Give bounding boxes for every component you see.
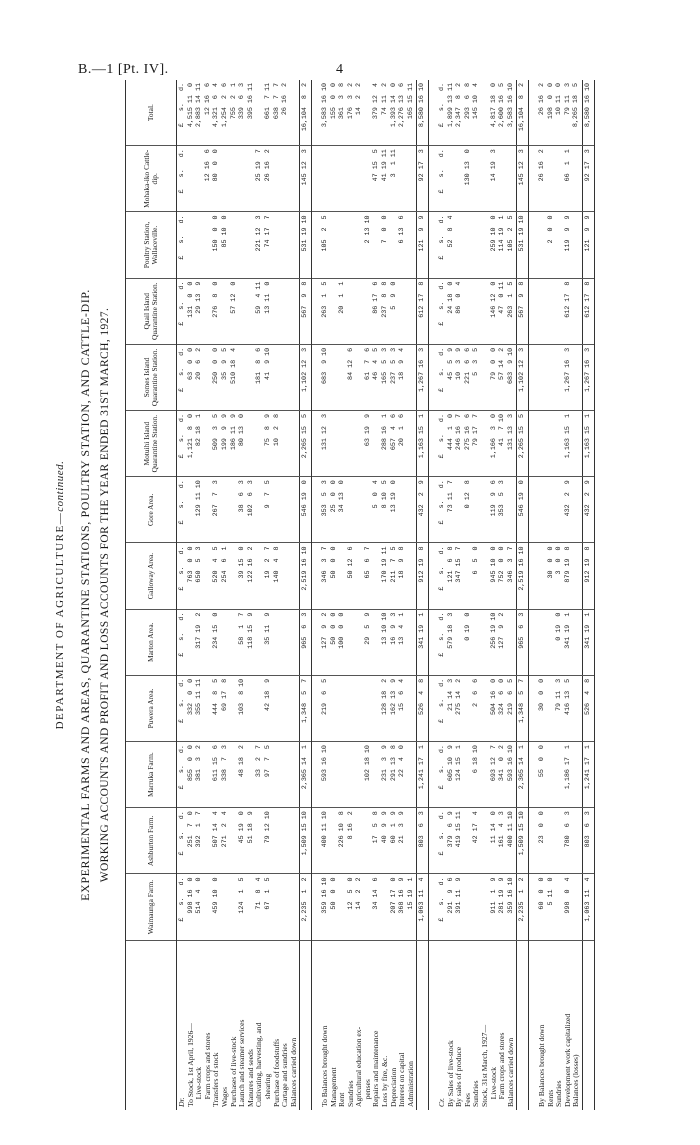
- cell: £ s. d. 45 5 9 10 3 9 221 6 6 5 3 5 79 0 0 57 14 2 683 9 10: [437, 344, 517, 410]
- total-cell: 341 19 1: [582, 609, 594, 675]
- cell: £ s. d. 121 6 8 347 15 7 6 5 0 945 10 0 752 0 0 346 3 7: [437, 543, 517, 609]
- cell: £ s. d. 579 18 3 0 19 0 256 19 10 127 9 2: [437, 609, 517, 675]
- total-cell: 92 17 3: [582, 146, 594, 212]
- cell: 612 17 8: [537, 278, 582, 344]
- column-header: Quail Island Quarantine Station.: [126, 278, 177, 344]
- cell: 263 1 5 20 1 1 86 17 6 237 8 8 5 9 0: [320, 278, 417, 344]
- total-cell: 1,102 12 3: [300, 344, 312, 410]
- cell: 359 16 10 50 0 0 12 5 0 14 2 2 34 14 6 207 17 0 368 16 9 15 19 1: [320, 874, 417, 940]
- cell: 400 11 10 226 10 8 8 16 2 17 5 8 40 9 9 60 1 9 21 3 9: [320, 808, 417, 874]
- total-cell: 567 9 8: [517, 278, 529, 344]
- cell: 219 6 5 128 18 2 162 13 9 15 6 4: [320, 675, 417, 741]
- cell: 0 19 0 341 19 1: [537, 609, 582, 675]
- total-cell: 1,163 15 1: [417, 411, 429, 477]
- column-header: Gore Area.: [126, 477, 177, 543]
- profit-loss-credit-total-row: [582, 80, 594, 1110]
- cell: 30 0 0 79 11 3 416 13 5: [537, 675, 582, 741]
- total-cell: 531 19 10: [300, 212, 312, 278]
- cell: £ s. d. 291 9 6 391 11 9 911 1 9 281 19 9 359 16 10: [437, 874, 517, 940]
- cell: £ s. d. 251 7 0 392 1 7 507 14 4 271 2 4 45 19 0 51 18 9 79 12 10: [177, 808, 300, 874]
- row-labels: Cr. By Sales of live-stock By sales of produce Fees Sundries Stock, 31st March, 1927— Live-stock Farm crops and stores Balances carried down: [437, 1024, 515, 1107]
- cell: 30 0 0 3 0 0 879 19 8: [537, 543, 582, 609]
- cell: £ s. d. 131 0 0 29 13 9 276 8 0 57 12 0 59 4 11 13 11 0: [177, 278, 300, 344]
- cell: £ s. d. 12 16 6 80 0 0 25 19 7 26 16 2: [177, 146, 300, 212]
- cell: £ s. d. 379 6 9 419 15 11 42 17 4 11 14 0 161 4 3 400 11 10: [437, 808, 517, 874]
- cell: £ s. d. 63 0 0 20 6 2 250 0 0 35 9 5 510 18 4 181 8 6 41 9 10: [177, 344, 300, 410]
- total-cell: 1,348 5 7: [517, 675, 529, 741]
- column-header: Marton Area.: [126, 609, 177, 675]
- cell: £ s. d. 332 0 0 355 11 11 444 8 5 69 17 8 103 8 10 42 18 9: [177, 675, 300, 741]
- total-cell: 1,241 17 1: [417, 742, 429, 808]
- total-cell: 546 19 0: [517, 477, 529, 543]
- total-cell: 526 4 8: [417, 675, 429, 741]
- total-cell: 612 17 8: [417, 278, 429, 344]
- cell: 683 9 10 84 12 6 61 7 6 46 4 5 165 5 3 237 5 3 18 9 4: [320, 344, 417, 410]
- cell: 127 9 2 50 0 0 100 0 0 29 5 9 13 10 10 16 9 3 13 4 1: [320, 609, 417, 675]
- total-cell: 526 4 8: [582, 675, 594, 741]
- total-cell: 92 17 3: [417, 146, 429, 212]
- cell: 60 0 0 5 11 0 998 0 4: [537, 874, 582, 940]
- cell: £ s. d. 73 11 7 0 12 8 119 9 6 353 5 3: [437, 477, 517, 543]
- cell: £ s. d. 763 0 0 650 5 3 520 4 5 254 6 1 39 15 0 122 16 2 19 2 7 140 4 8: [177, 543, 300, 609]
- column-header: Mohaka-iko Cattle-dip.: [126, 146, 177, 212]
- total-cell: 1,348 5 7: [300, 675, 312, 741]
- total-cell: 1,063 11 4: [417, 874, 429, 940]
- cell: £ s. d. 998 16 0 514 4 0 459 10 0 124 1 5 71 8 4 67 1 5: [177, 874, 300, 940]
- cell: £ s. d. 21 14 3 275 14 2 2 6 6 504 16 0 324 6 0 219 6 5: [437, 675, 517, 741]
- cell: £ s. d. 317 19 2 234 15 0 58 1 7 118 15 9 35 11 9: [177, 609, 300, 675]
- cell: 2 0 0 119 9 9: [537, 212, 582, 278]
- cell: 105 2 5 2 13 10 7 0 0 6 13 6: [320, 212, 417, 278]
- department-heading: DEPARTMENT OF AGRICULTURE—continued.: [54, 460, 66, 730]
- cell: 432 2 9: [537, 477, 582, 543]
- total-cell: 912 19 8: [582, 543, 594, 609]
- total-cell: 912 19 8: [417, 543, 429, 609]
- working-account-credit-total-row: [517, 80, 529, 1110]
- column-header: Ashburton Farm.: [126, 808, 177, 874]
- cell: 353 5 3 25 0 0 34 13 0 5 0 4 8 10 5 13 19 0: [320, 477, 417, 543]
- total-cell: 341 19 1: [417, 609, 429, 675]
- total-cell: 432 2 9: [417, 477, 429, 543]
- page-reference: B.—1 [Pt. IV].: [78, 62, 169, 77]
- total-cell: 2,235 1 2: [300, 874, 312, 940]
- cell: £ s. d. 1,121 8 0 82 18 1 509 3 5 199 9 9 186 11 9 80 13 0 75 8 9 10 2 8: [177, 411, 300, 477]
- cell: £ s. d. 4,515 11 0 2,883 14 11 12 16 6 4,321 6 4 1,254 2 6 755 2 1 339 6 3 395 16 11 661 7 11 638 7 7 26 16 2: [177, 80, 300, 146]
- total-cell: 145 12 3: [300, 146, 312, 212]
- total-cell: 121 9 9: [582, 212, 594, 278]
- column-header-row: [126, 80, 177, 1110]
- working-account-credit-block: [437, 80, 517, 1110]
- column-header: Poultry Station, Wallaceville.: [126, 212, 177, 278]
- total-cell: 2,519 16 10: [300, 543, 312, 609]
- profit-loss-total-row: [417, 80, 429, 1110]
- total-cell: 2,235 1 2: [517, 874, 529, 940]
- page-number: 4: [336, 62, 343, 77]
- cell: £ s. d. 129 11 10 267 7 3 38 6 3 102 6 3 9 7 5: [177, 477, 300, 543]
- ledger-table: [125, 80, 595, 1110]
- total-cell: 432 2 9: [582, 477, 594, 543]
- total-cell: 1,063 11 4: [582, 874, 594, 940]
- cell: 346 3 7 50 0 0 50 12 6 65 6 7 170 19 11 211 7 5 18 9 8: [320, 543, 417, 609]
- cell: £ s. d. 24 18 0 86 0 4 146 12 0 47 0 11 263 1 5: [437, 278, 517, 344]
- row-labels: By Balances brought down Rents Sundries Development work capitalized Balances (losses): [536, 1013, 581, 1107]
- cell: £ s. d. 444 1 0 246 16 7 275 16 6 79 17 7 1,166 3 0 41 7 10 131 13 3: [437, 411, 517, 477]
- cell: £ s. d. 605 10 9 124 15 1 6 18 10 693 12 7 341 0 2 593 16 10: [437, 742, 517, 808]
- label-column-header: [126, 940, 177, 1110]
- rotated-ledger-page: [50, 80, 700, 1110]
- total-cell: 1,163 15 1: [582, 411, 594, 477]
- total-cell: 8,580 16 10: [582, 80, 594, 146]
- cell: £ s. d. 1,899 13 11 2,347 8 2 293 6 8 145 10 4 4,817 18 0 2,600 16 5 3,583 16 10: [437, 80, 517, 146]
- total-cell: 803 6 3: [417, 808, 429, 874]
- cell: 55 0 0 1,186 17 1: [537, 742, 582, 808]
- total-cell: 2,365 14 1: [300, 742, 312, 808]
- cell: 3,583 16 10 155 0 0 361 3 8 176 3 2 14 2 2 379 12 4 74 11 2 1,393 14 0 2,276 13 6 165 15 11: [320, 80, 417, 146]
- total-cell: 121 9 9: [417, 212, 429, 278]
- total-cell: 2,519 16 10: [517, 543, 529, 609]
- column-header: Motuihi Island Quarantine Station.: [126, 411, 177, 477]
- total-cell: 803 6 3: [582, 808, 594, 874]
- total-cell: 965 6 3: [300, 609, 312, 675]
- total-cell: 531 19 10: [517, 212, 529, 278]
- total-cell: 8,580 16 10: [417, 80, 429, 146]
- cell: £ s. d. 150 0 0 85 10 0 221 12 3 74 17 7: [177, 212, 300, 278]
- report-title: EXPERIMENTAL FARMS AND AREAS, QUARANTINE STATIONS, POULTRY STATION, AND CATTLE-DIP.: [78, 289, 92, 901]
- total-cell: 16,104 8 2: [300, 80, 312, 146]
- total-cell: 2,265 15 5: [517, 411, 529, 477]
- total-cell: 2,265 15 5: [300, 411, 312, 477]
- cell: 23 0 0 780 6 3: [537, 808, 582, 874]
- column-header: Waimaunga Farm.: [126, 874, 177, 940]
- column-header: Galloway Area.: [126, 543, 177, 609]
- working-account-total-row: [300, 80, 312, 1110]
- cell: 1,267 16 3: [537, 344, 582, 410]
- total-cell: 2,365 14 1: [517, 742, 529, 808]
- cell: 26 16 2 198 0 0 10 11 0 79 11 3 8,265 18 5: [537, 80, 582, 146]
- total-cell: 546 19 0: [300, 477, 312, 543]
- cell: £ s. d. 855 0 0 381 3 2 611 15 6 338 7 3 48 18 2 33 2 7 97 7 5: [177, 742, 300, 808]
- cell: £ s. d. 52 8 4 259 10 0 114 19 1 105 2 5: [437, 212, 517, 278]
- cell: 593 16 10 102 18 10 231 3 9 291 13 8 22 4 0: [320, 742, 417, 808]
- total-cell: 1,241 17 1: [582, 742, 594, 808]
- report-subtitle: WORKING ACCOUNTS AND PROFIT AND LOSS ACCOUNTS FOR THE YEAR ENDED 31ST MARCH, 1927.: [99, 307, 111, 883]
- row-labels: Dr. To Stock, 1st April, 1926— Live-stock Farm crops and stores Transfers of stock Wages Purchases of live-stock Launch and steamer services Manures and seeds Cultivating, harvesting, and shearing Purchase of foodstuffs Cartage and sundries Balances carried down: [177, 1019, 298, 1107]
- profit-loss-debit-block: [320, 80, 417, 1110]
- cell: 1,163 15 1: [537, 411, 582, 477]
- total-cell: 567 9 8: [300, 278, 312, 344]
- column-header: Total.: [126, 80, 177, 146]
- column-header: Marruka Farm.: [126, 742, 177, 808]
- cell: 131 12 3 63 19 9 288 16 1 657 4 6 20 1 6: [320, 411, 417, 477]
- total-cell: 16,104 8 2: [517, 80, 529, 146]
- cell: 26 16 2 66 1 1: [537, 146, 582, 212]
- total-cell: 1,267 16 3: [417, 344, 429, 410]
- total-cell: 1,509 15 10: [517, 808, 529, 874]
- profit-loss-credit-block: [537, 80, 582, 1110]
- total-cell: 1,509 15 10: [300, 808, 312, 874]
- cell: £ s. d. 130 13 0 14 19 3: [437, 146, 517, 212]
- column-header: Somes Island Quarantine Station.: [126, 344, 177, 410]
- heading-block: [50, 80, 111, 1110]
- total-cell: 145 12 3: [517, 146, 529, 212]
- row-labels: To Balances brought down Management Rent Sundries Agricultural education ex- penses Repairs and maintenance Loss by fire, &c. Depreciation Interest on capital Administration: [319, 1025, 415, 1107]
- cell: 47 15 5 41 19 11 3 1 11: [320, 146, 417, 212]
- total-cell: 1,267 16 3: [582, 344, 594, 410]
- total-cell: 965 6 3: [517, 609, 529, 675]
- column-header: Puwera Area.: [126, 675, 177, 741]
- total-cell: 612 17 8: [582, 278, 594, 344]
- working-account-debit-block: [177, 80, 300, 1110]
- total-cell: 1,102 12 3: [517, 344, 529, 410]
